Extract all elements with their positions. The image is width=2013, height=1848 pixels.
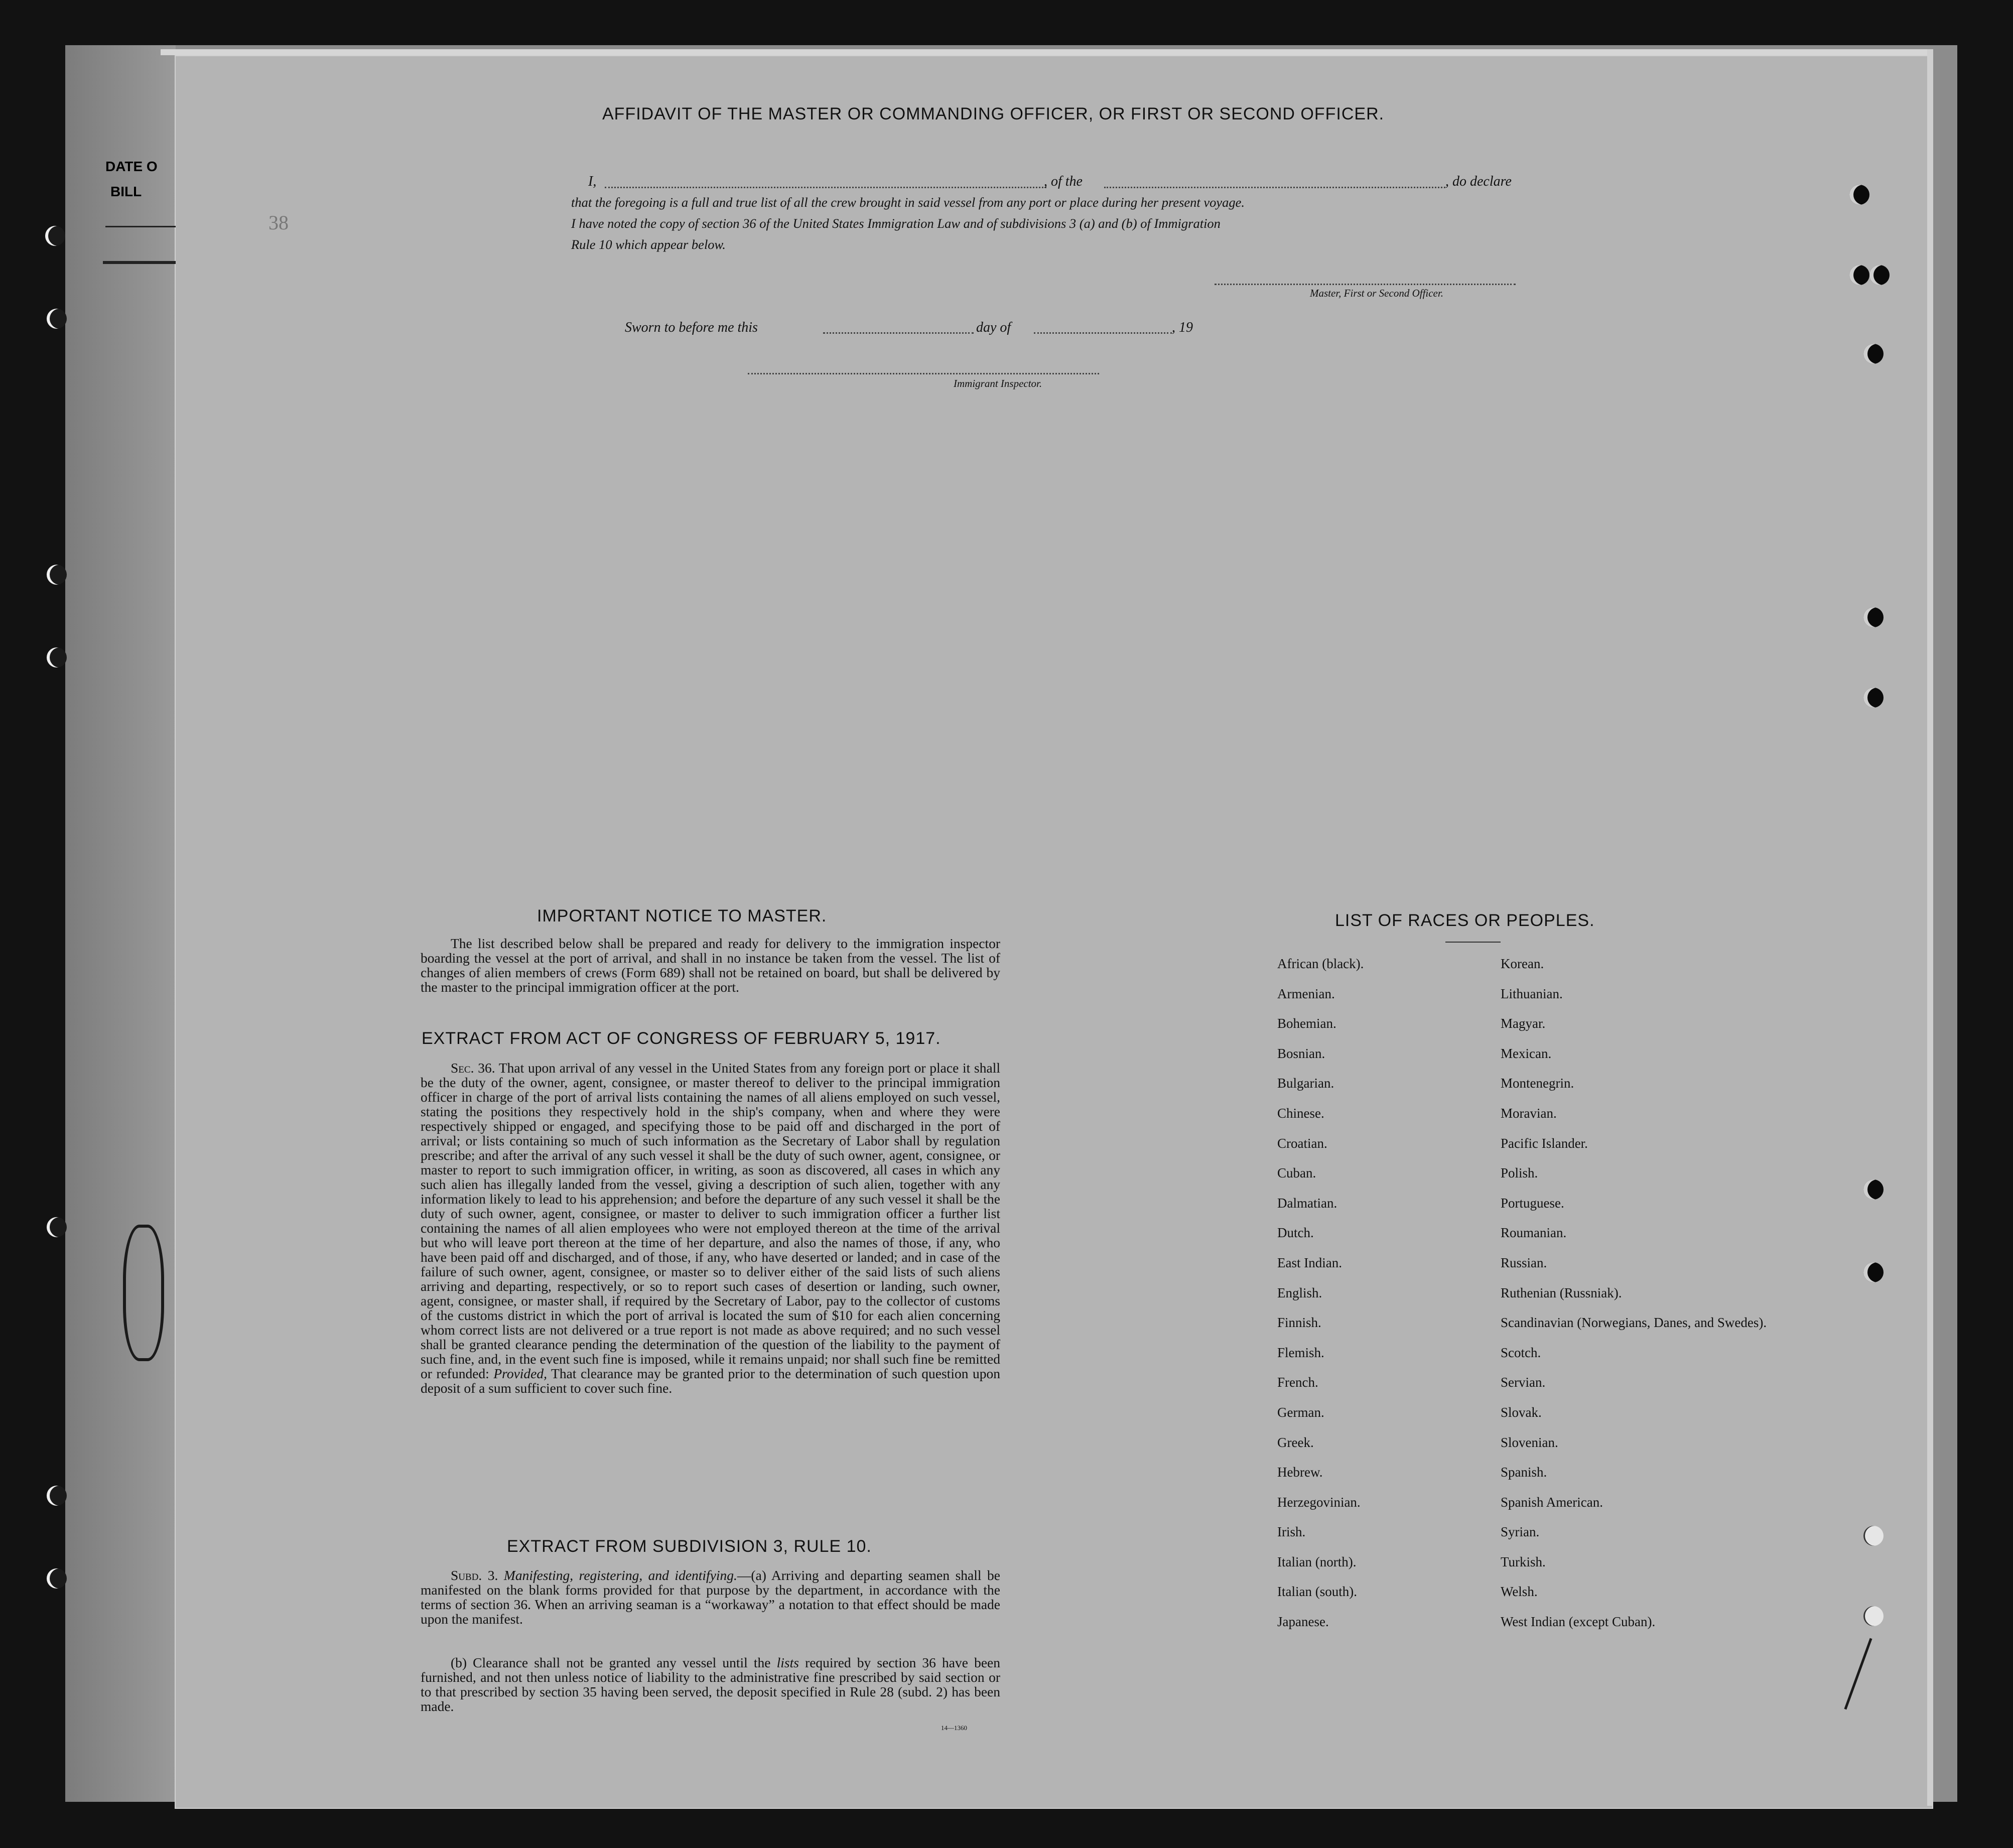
lists-word: lists (776, 1655, 799, 1670)
notice-body (421, 936, 1000, 994)
race-item: Slovak. (1501, 1404, 1542, 1420)
races-left-column (1277, 956, 1493, 1644)
bill-label: BILL (110, 184, 142, 199)
binding-hole-icon (47, 1568, 67, 1589)
punch-hole-icon (1863, 1179, 1884, 1200)
master-signature-line (1215, 284, 1516, 285)
race-item: Bohemian. (1277, 1016, 1336, 1031)
race-item: Cuban. (1277, 1165, 1316, 1181)
races-title-rule (1445, 942, 1501, 943)
race-item: Greek. (1277, 1434, 1314, 1450)
punch-hole-icon (1863, 607, 1884, 627)
race-item: Montenegrin. (1501, 1076, 1574, 1091)
binding-hole-icon (47, 309, 67, 329)
affidavit-declare-label: , do declare (1445, 174, 1512, 189)
race-item: Japanese. (1277, 1614, 1329, 1630)
punch-hole-icon (1863, 688, 1884, 708)
act-text-end: That clearance may be granted prior to the determination of such question upon deposit of a sum sufficient to cover such fine. (421, 1366, 1000, 1396)
race-item: Armenian. (1277, 986, 1335, 1001)
margin-rule-2 (103, 261, 176, 264)
race-item: Spanish. (1501, 1465, 1547, 1480)
race-item: Dutch. (1277, 1225, 1314, 1241)
race-item: English. (1277, 1285, 1322, 1300)
inspector-label: Immigrant Inspector. (954, 377, 1042, 389)
year-label: , 19 (1172, 320, 1193, 335)
race-item: Bosnian. (1277, 1045, 1325, 1061)
act-title: EXTRACT FROM ACT OF CONGRESS OF FEBRUARY 5, 1917. (422, 1029, 941, 1048)
affidavit-title: AFFIDAVIT OF THE MASTER OR COMMANDING OFFICER, OR FIRST OR SECOND OFFICER. (602, 104, 1385, 123)
margin-rule-1 (105, 226, 176, 227)
race-item: Scandinavian (Norwegians, Danes, and Swedes). (1501, 1315, 1767, 1331)
sec-label: Sec. 36. (451, 1060, 495, 1076)
affidavit-statement-line: I have noted the copy of section 36 of the United States Immigration Law and of subdivisions 3 (a) and (b) of Immigration (571, 216, 1221, 231)
date-label: DATE O (105, 159, 158, 174)
binding-hole-icon (45, 226, 65, 246)
race-item: German. (1277, 1404, 1324, 1420)
races-title: LIST OF RACES OR PEOPLES. (1335, 911, 1595, 930)
sworn-month-blank (1034, 332, 1172, 334)
race-item: West Indian (except Cuban). (1501, 1614, 1656, 1630)
day-of-label: day of (976, 320, 1011, 335)
race-item: Turkish. (1501, 1554, 1546, 1569)
race-item: Herzegovinian. (1277, 1494, 1361, 1510)
vessel-blank-line (1104, 187, 1445, 188)
race-item: French. (1277, 1375, 1318, 1390)
page-number: 38 (269, 211, 289, 234)
race-item: Italian (south). (1277, 1584, 1357, 1600)
master-signature-label: Master, First or Second Officer. (1310, 287, 1443, 299)
binding-hole-icon (47, 1486, 67, 1506)
race-item: Scotch. (1501, 1345, 1541, 1360)
race-item: African (black). (1277, 956, 1364, 971)
race-item: Chinese. (1277, 1105, 1324, 1121)
race-item: Flemish. (1277, 1345, 1324, 1360)
race-item: Polish. (1501, 1165, 1538, 1181)
race-item: Portuguese. (1501, 1195, 1564, 1211)
punch-hole-icon (1849, 265, 1869, 285)
punch-hole-icon (1863, 344, 1884, 364)
binding-hole-icon (47, 647, 67, 668)
sheet-top-edge (161, 49, 1932, 55)
sworn-label: Sworn to before me this (625, 320, 758, 335)
race-item: Bulgarian. (1277, 1076, 1334, 1091)
race-item: East Indian. (1277, 1255, 1342, 1270)
race-item: Spanish American. (1501, 1494, 1603, 1510)
punch-hole-icon (1849, 185, 1869, 205)
binding-hole-icon (47, 565, 67, 585)
affidavit-statement-line: that the foregoing is a full and true list of all the crew brought in said vessel from any port or place during her present voyage. (571, 195, 1245, 210)
punch-hole-icon (1869, 265, 1890, 285)
race-item: Lithuanian. (1501, 986, 1563, 1001)
race-item: Korean. (1501, 956, 1544, 971)
affidavit-i-label: I, (588, 174, 597, 189)
race-item: Welsh. (1501, 1584, 1538, 1600)
punch-hole-icon (1863, 1606, 1884, 1626)
underlying-page-edge (65, 45, 176, 1802)
race-item: Croatian. (1277, 1135, 1327, 1151)
race-item: Servian. (1501, 1375, 1546, 1390)
form-number: 14—1360 (941, 1724, 967, 1732)
race-item: Dalmatian. (1277, 1195, 1337, 1211)
name-blank-line (605, 187, 1046, 188)
subd-label: Subd. 3. (451, 1567, 498, 1583)
race-item: Italian (north). (1277, 1554, 1357, 1569)
race-item: Magyar. (1501, 1016, 1546, 1031)
race-item: Slovenian. (1501, 1434, 1558, 1450)
race-item: Irish. (1277, 1524, 1306, 1540)
race-item: Mexican. (1501, 1045, 1552, 1061)
punch-hole-icon (1863, 1526, 1884, 1546)
punch-hole-icon (1863, 1262, 1884, 1282)
race-item: Ruthenian (Russniak). (1501, 1285, 1622, 1300)
race-item: Hebrew. (1277, 1465, 1323, 1480)
race-item: Russian. (1501, 1255, 1547, 1270)
race-item: Moravian. (1501, 1105, 1557, 1121)
inspector-signature-line (748, 373, 1099, 374)
affidavit-statement-line: Rule 10 which appear below. (571, 237, 726, 252)
rule-text-a: —(a) Arriving and departing seamen shall be manifested on the blank forms provided for that purpose by the department, in accordance with the terms of section 36. When an arriving seaman is a “workaway” a notation to that effect should be made upon the manifest. (421, 1567, 1000, 1627)
binding-hole-icon (47, 1217, 67, 1237)
subd-title: Manifesting, registering, and identifying. (503, 1567, 737, 1583)
rule-para-a (421, 1568, 1000, 1626)
rule-para-b (421, 1655, 1000, 1713)
race-item: Syrian. (1501, 1524, 1540, 1540)
races-right-column (1501, 956, 1767, 1644)
race-item: Pacific Islander. (1501, 1135, 1588, 1151)
rule-title: EXTRACT FROM SUBDIVISION 3, RULE 10. (507, 1537, 872, 1556)
race-item: Finnish. (1277, 1315, 1321, 1331)
notice-title: IMPORTANT NOTICE TO MASTER. (537, 906, 827, 926)
rule-text-b-post: required by section 36 have been furnished, and not then unless notice of liability to the administrative fine prescribed by said section or to that prescribed by section 35 having been served, the deposit specified in Rule 28 (subd. 2) has been made. (421, 1655, 1000, 1714)
provided-text: Provided, (493, 1366, 548, 1381)
race-item: Roumanian. (1501, 1225, 1567, 1241)
affidavit-of-the-label: , of the (1044, 174, 1083, 189)
act-text: That upon arrival of any vessel in the United States from any foreign port or place it shall be the duty of the owner, agent, consignee, or master thereof to deliver to the principal immigration officer in charge of the port of arrival lists containing the names of all aliens employed on such vessel, stating the positions they respectively hold in the ship's company, when and where they were respectively shipped or engaged, and specifying those to be paid off and discharged in the port of arrival; or lists containing so much of such information as the Secretary of Labor shall by regulation prescribe; and after the arrival of any such vessel it shall be the duty of such owner, agent, consignee, or master to report to such immigration officer, in writing, as soon as discovered, all cases in which any such alien has illegally landed from the vessel, giving a description of such alien, together with any information likely to lead to his apprehension; and before the departure of any such vessel it shall be the duty of such owner, agent, consignee, or master to deliver to such immigration officer a further list containing the names of all alien employees who were not employed thereon at the time of the arrival but who will leave port thereon at the time of her departure, and also the names of those, if any, who have been paid off and discharged, and of those, if any, who have deserted or landed; and in case of the failure of such owner, agent, consignee, or master so to deliver either of the said lists of such aliens arriving and departing, respectively, or so to report such cases of desertion or landing, such owner, agent, consignee, or master shall, if required by the Secretary of Labor, pay to the collector of customs of the customs district in which the port of arrival is located the sum of $10 for each alien concerning whom correct lists are not delivered or a true report is not made as above required; and no such vessel shall be granted clearance pending the determination of the question of the liability to the payment of such fine, and, in the event such fine is imposed, while it remains unpaid; nor shall such fine be remitted or refunded: (421, 1060, 1000, 1381)
ink-mark-icon (123, 1225, 164, 1361)
notice-text: The list described below shall be prepared and ready for delivery to the immigration inspector boarding the vessel at the port of arrival, and shall in no instance be taken from the vessel. The list of changes of alien members of crews (Form 689) shall not be retained on board, but shall be delivered by the master to the principal immigration officer at the port. (421, 936, 1000, 995)
act-body (421, 1061, 1000, 1395)
sheet-right-edge (1927, 49, 1933, 1806)
rule-text-b-pre: (b) Clearance shall not be granted any vessel until the (451, 1655, 771, 1670)
sworn-day-blank (823, 332, 974, 334)
